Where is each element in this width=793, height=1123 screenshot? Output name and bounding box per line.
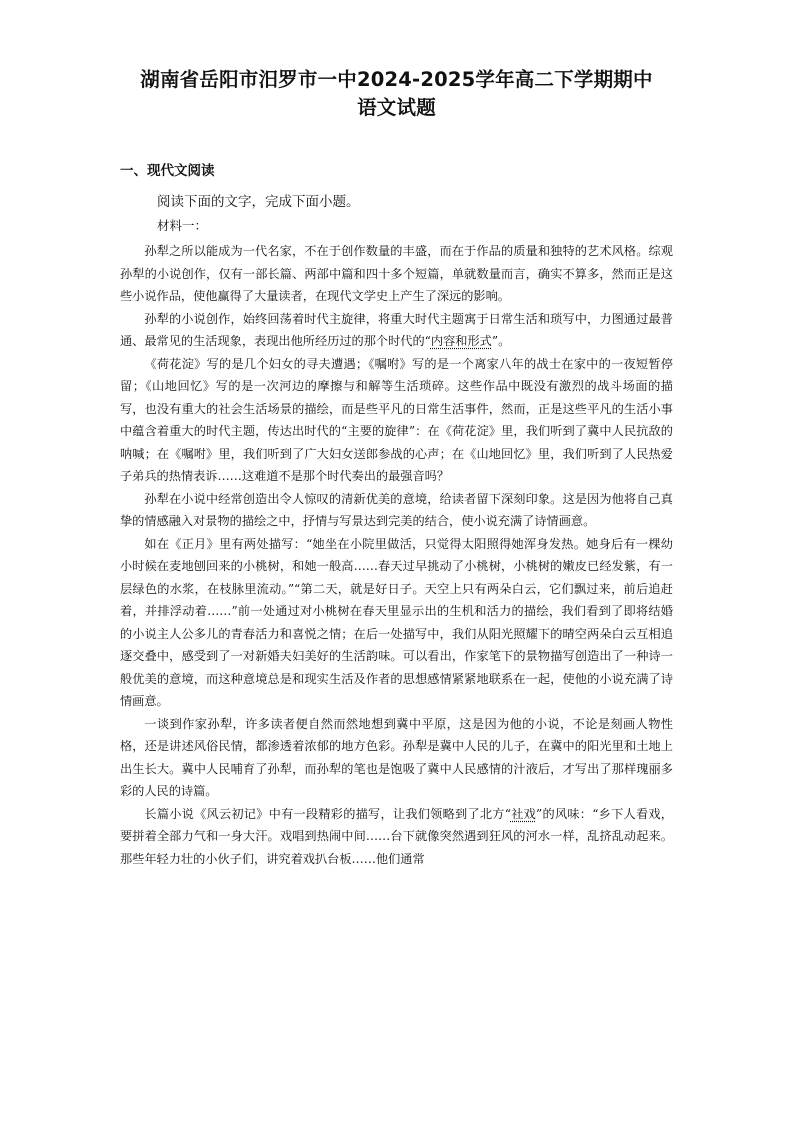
title-line-1: 湖南省岳阳市汨罗市一中2024-2025学年高二下学期期中 (140, 68, 653, 91)
title-line-2: 语文试题 (357, 96, 436, 119)
paragraph-4: 孙犁在小说中经常创造出令人惊叹的清新优美的意境，给读者留下深刻印象。这是因为他将自己真挚的情感融入对景物的描绘之中，抒情与写景达到完美的结合，使小说充满了诗情画意。 (120, 491, 673, 528)
document-title (100, 66, 693, 122)
paragraph-7-text: 长篇小说《风云初记》中有一段精彩的描写，让我们领略到了北方“ (144, 806, 511, 821)
reading-instruction: 阅读下面的文字，完成下面小题。 (157, 194, 360, 210)
paragraph-2-tail: ”。 (491, 334, 511, 348)
paragraph-7-underlined-term: 社戏 (510, 806, 537, 821)
paragraph-2 (120, 308, 673, 353)
paragraph-2-text: 孙犁的小说创作，始终回荡着时代主旋律，将重大时代主题寓于日常生活和琐写中，力图通过最普通、最常见的生活现象，表现出他所经历过的那个时代的“ (120, 311, 673, 348)
paragraph-7-tail: ”的风味：“乡下人看戏，要拼着全部力气和一身大汗。戏唱到热闹中间……台下就像突然遇到狂风的河水一样，乱挤乱动起来。那些年轻力壮的小伙子们，讲究着戏扒台板……他们通常 (120, 806, 673, 866)
paragraph-5: 如在《正月》里有两处描写：“她坐在小院里做活，只觉得太阳照得她浑身发热。她身后有一棵幼小时候在麦地刨回来的小桃树，和她一般高……春天过早挑动了小桃树，小桃树的嫩皮已经发紫，有一层绿色的水浆，在枝脉里流动。”“第二天，就是好日子。天空上只有两朵白云，它们飘过来，前后追赶着，并排浮动着……”前一处通过对小桃树在春天里显示出的生机和活力的描绘，我们看到了即将结婚的小说主人公多儿的青春活力和喜悦之情；在后一处描写中，我们从阳光照耀下的晴空两朵白云互相追逐交叠中，感受到了一对新婚夫妇美好的生活韵味。可以看出，作家笔下的景物描写创造出了一种诗一般优美的意境，而这种意境总是和现实生活及作者的思想感情紧紧地联系在一起，使他的小说充满了诗情画意。 (120, 536, 673, 708)
article-body (120, 240, 673, 870)
paragraph-3: 《荷花淀》写的是几个妇女的寻夫遭遇；《嘱咐》写的是一个离家八年的战士在家中的一夜短暂停留；《山地回忆》写的是一次河边的摩擦与和解等生活琐碎。这些作品中既没有激烈的战斗场面的描写，也没有重大的社会生活场景的描绘，而是些平凡的日常生活事件，然而，正是这些平凡的生活小事中蕴含着重大的时代主题，传达出时代的“主要的旋律”：在《荷花淀》里，我们听到了冀中人民抗敌的呐喊；在《嘱咐》里，我们听到了广大妇女送郎参战的心声；在《山地回忆》里，我们听到了人民热爱子弟兵的热情表诉……这难道不是那个时代奏出的最强音吗？ (120, 356, 673, 483)
paragraph-1: 孙犁之所以能成为一代名家，不在于创作数量的丰盛，而在于作品的质量和独特的艺术风格。综观孙犁的小说创作，仅有一部长篇、两部中篇和四十多个短篇，单就数量而言，确实不算多，然而正是这些小说作品，使他赢得了大量读者，在现代文学史上产生了深远的影响。 (120, 244, 673, 303)
material-label: 材料一： (157, 218, 208, 233)
paragraph-6: 一谈到作家孙犁，许多读者便自然而然地想到冀中平原，这是因为他的小说，不论是刻画人物性格，还是讲述风俗民情，都渗透着浓郁的地方色彩。孙犁是冀中人民的儿子，在冀中的阳光里和土地上出生长大。冀中人民哺育了孙犁，而孙犁的笔也是饱吸了冀中人民感情的汁液后，才写出了那样瑰丽多彩的人民的诗篇。 (120, 716, 673, 798)
section-heading: 一、现代文阅读 (120, 163, 215, 179)
paragraph-2-underlined-term: 内容和形式 (430, 334, 492, 348)
paragraph-7 (120, 803, 673, 871)
